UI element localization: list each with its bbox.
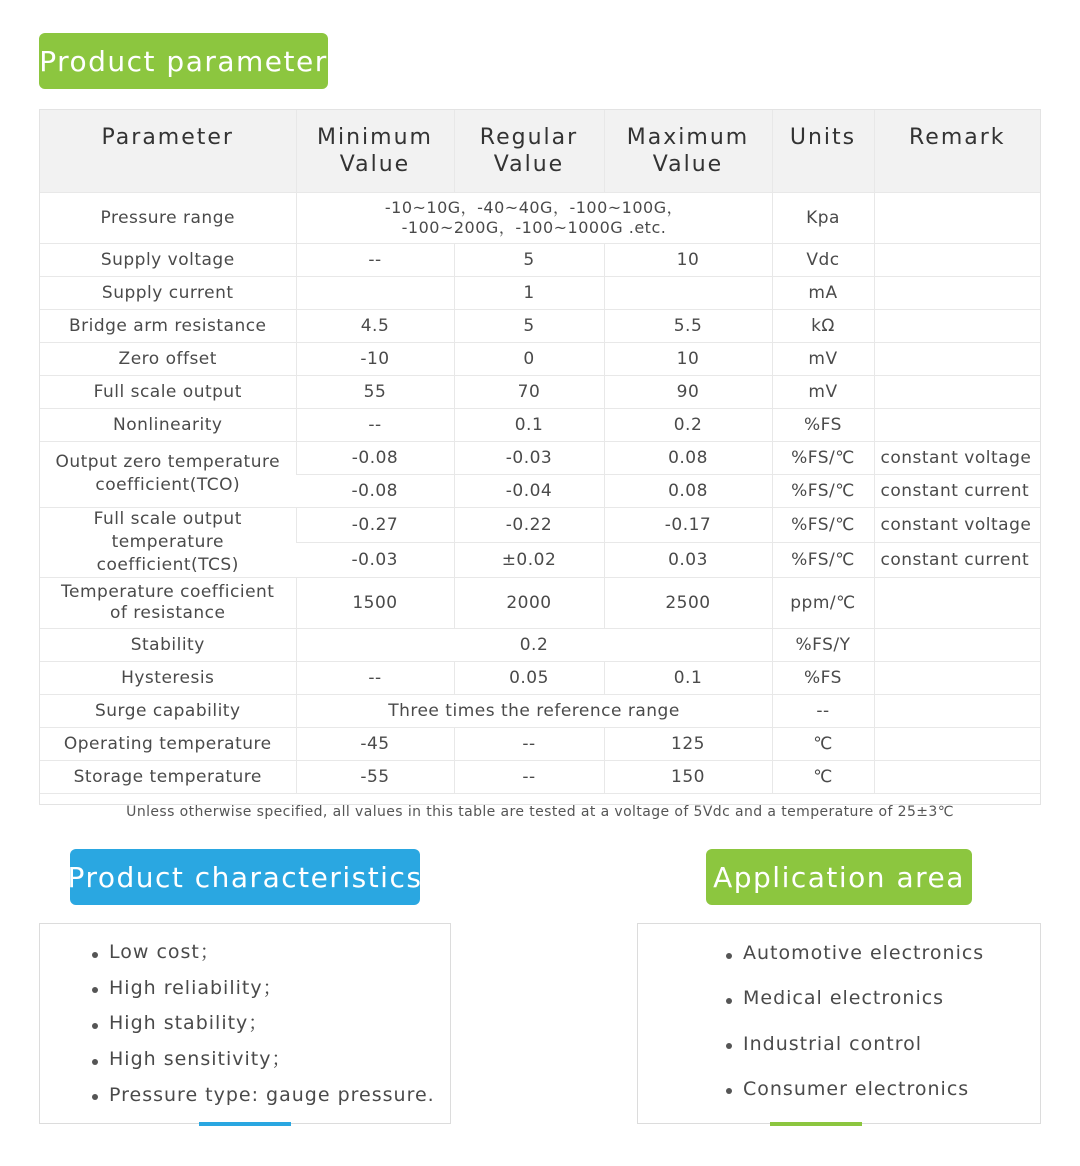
table-row-tcs-voltage (40, 507, 1040, 542)
bullet-icon (726, 1043, 732, 1049)
table-row-stability (40, 628, 1040, 661)
cell-parameter: Bridge arm resistance (40, 309, 296, 342)
cell-parameter: Hysteresis (40, 661, 296, 694)
cell-regular: 0.1 (454, 408, 604, 441)
header-maximum-value: Maximum Value (604, 110, 772, 192)
cell-min: -- (296, 408, 454, 441)
cell-max: 2500 (604, 577, 772, 628)
cell-max: 10 (604, 243, 772, 276)
cell-units: %FS/Y (772, 628, 874, 661)
cell-parameter: Full scale output (40, 375, 296, 408)
cell-remark (874, 243, 1040, 276)
cell-regular: -- (454, 727, 604, 760)
list-item: Consumer electronics (726, 1076, 1040, 1121)
cell-units: %FS (772, 661, 874, 694)
cell-remark (874, 628, 1040, 661)
list-item: Automotive electronics (726, 940, 1040, 985)
table-header-row (40, 110, 1040, 192)
table-row-surge-capability (40, 694, 1040, 727)
cell-units: ℃ (772, 760, 874, 793)
cell-min: -0.08 (296, 441, 454, 474)
cell-regular: 0.05 (454, 661, 604, 694)
product-parameter-title-text: Product parameter (39, 44, 328, 78)
cell-parameter: Supply voltage (40, 243, 296, 276)
cell-min: 1500 (296, 577, 454, 628)
list-item: Medical electronics (726, 985, 1040, 1030)
cell-min: -10 (296, 342, 454, 375)
cell-surge-value: Three times the reference range (296, 694, 772, 727)
cell-units: %FS/℃ (772, 441, 874, 474)
bullet-icon (726, 953, 732, 959)
cell-remark (874, 661, 1040, 694)
cell-parameter: Supply current (40, 276, 296, 309)
cell-remark: constant voltage (874, 507, 1040, 542)
cell-min: -0.27 (296, 507, 454, 542)
list-item: High sensitivity； (92, 1046, 450, 1082)
product-parameter-title (39, 33, 328, 89)
cell-regular: -0.03 (454, 441, 604, 474)
cell-max: 90 (604, 375, 772, 408)
list-item: Industrial control (726, 1031, 1040, 1076)
cell-parameter: Nonlinearity (40, 408, 296, 441)
cell-min: -45 (296, 727, 454, 760)
header-units: Units (772, 110, 874, 192)
cell-units: -- (772, 694, 874, 727)
header-minimum-value: Minimum Value (296, 110, 454, 192)
bullet-icon (92, 1094, 98, 1100)
cell-remark (874, 342, 1040, 375)
application-area-title (706, 849, 972, 905)
cell-remark (874, 276, 1040, 309)
bullet-icon (92, 1059, 98, 1065)
table-row-storage-temperature (40, 760, 1040, 793)
cell-remark (874, 408, 1040, 441)
cell-units: ℃ (772, 727, 874, 760)
cell-parameter: Stability (40, 628, 296, 661)
bullet-icon (726, 1088, 732, 1094)
cell-min: -- (296, 243, 454, 276)
table-row-pressure-range (40, 192, 1040, 243)
cell-units: kΩ (772, 309, 874, 342)
table-row-zero-offset (40, 342, 1040, 375)
table-row-temp-coeff-resistance (40, 577, 1040, 628)
cell-units: %FS/℃ (772, 542, 874, 577)
cell-min: 4.5 (296, 309, 454, 342)
cell-max: -0.17 (604, 507, 772, 542)
cell-units: %FS/℃ (772, 474, 874, 507)
bullet-icon (92, 987, 98, 993)
cell-units: Vdc (772, 243, 874, 276)
parameter-table (40, 110, 1040, 831)
cell-units: %FS/℃ (772, 507, 874, 542)
cell-parameter: Pressure range (40, 192, 296, 243)
cell-remark (874, 375, 1040, 408)
list-item: High stability； (92, 1010, 450, 1046)
cell-max: 150 (604, 760, 772, 793)
table-row-full-scale-output (40, 375, 1040, 408)
cell-max: 0.08 (604, 474, 772, 507)
cell-units: Kpa (772, 192, 874, 243)
header-remark: Remark (874, 110, 1040, 192)
table-row-operating-temperature (40, 727, 1040, 760)
cell-regular: 0 (454, 342, 604, 375)
table-row-tco-voltage (40, 441, 1040, 474)
cell-parameter: Operating temperature (40, 727, 296, 760)
cell-max: 5.5 (604, 309, 772, 342)
cell-max: 10 (604, 342, 772, 375)
cell-min: -55 (296, 760, 454, 793)
cell-remark (874, 309, 1040, 342)
cell-min: -0.03 (296, 542, 454, 577)
cell-remark: constant current (874, 474, 1040, 507)
table-row-note (40, 793, 1040, 831)
product-characteristics-title-text: Product characteristics (67, 860, 423, 894)
table-row-supply-voltage (40, 243, 1040, 276)
cell-regular: -- (454, 760, 604, 793)
list-item: Low cost； (92, 939, 450, 975)
cell-units: mV (772, 342, 874, 375)
cell-min: 55 (296, 375, 454, 408)
product-characteristics-box (39, 923, 451, 1124)
cell-min (296, 276, 454, 309)
cell-parameter: Zero offset (40, 342, 296, 375)
application-area-title-text: Application area (713, 860, 965, 894)
cell-remark: constant voltage (874, 441, 1040, 474)
cell-max: 0.03 (604, 542, 772, 577)
cell-parameter-tcs: Full scale output temperature coefficient(TCS) (40, 507, 296, 577)
cell-parameter: Storage temperature (40, 760, 296, 793)
table-footnote: Unless otherwise specified, all values in this table are tested at a voltage of 5Vdc and a temperature of 25±3℃ (40, 793, 1040, 831)
cell-parameter: Surge capability (40, 694, 296, 727)
cell-max: 0.08 (604, 441, 772, 474)
application-list (638, 924, 1040, 1121)
cell-max: 0.2 (604, 408, 772, 441)
table-row-supply-current (40, 276, 1040, 309)
table-row-bridge-arm-resistance (40, 309, 1040, 342)
cell-regular: -0.22 (454, 507, 604, 542)
cell-units: ppm/℃ (772, 577, 874, 628)
parameter-table-container (39, 109, 1041, 820)
bullet-icon (726, 998, 732, 1004)
characteristics-accent-bar (199, 1122, 291, 1126)
cell-units: mA (772, 276, 874, 309)
cell-regular: 1 (454, 276, 604, 309)
header-regular-value: Regular Value (454, 110, 604, 192)
cell-regular: 5 (454, 243, 604, 276)
cell-units: %FS (772, 408, 874, 441)
application-accent-bar (770, 1122, 862, 1126)
table-row-hysteresis (40, 661, 1040, 694)
cell-parameter-tco: Output zero temperature coefficient(TCO) (40, 441, 296, 507)
cell-pressure-range-value: -10~10G，-40~40G，-100~100G， -100~200G，-100~1000G .etc. (296, 192, 772, 243)
table-row-nonlinearity (40, 408, 1040, 441)
application-area-box (637, 923, 1041, 1124)
cell-regular: 5 (454, 309, 604, 342)
cell-remark (874, 727, 1040, 760)
cell-remark (874, 760, 1040, 793)
cell-units: mV (772, 375, 874, 408)
cell-remark: constant current (874, 542, 1040, 577)
product-characteristics-title (67, 849, 423, 905)
list-item: High reliability； (92, 975, 450, 1011)
bullet-icon (92, 952, 98, 958)
characteristics-list (40, 924, 450, 1117)
cell-min: -- (296, 661, 454, 694)
cell-max: 0.1 (604, 661, 772, 694)
cell-regular: -0.04 (454, 474, 604, 507)
header-parameter: Parameter (40, 110, 296, 192)
cell-regular: ±0.02 (454, 542, 604, 577)
cell-stability-value: 0.2 (296, 628, 772, 661)
cell-min: -0.08 (296, 474, 454, 507)
cell-remark (874, 192, 1040, 243)
cell-remark (874, 577, 1040, 628)
cell-max (604, 276, 772, 309)
cell-regular: 2000 (454, 577, 604, 628)
cell-parameter: Temperature coefficient of resistance (40, 577, 296, 628)
cell-max: 125 (604, 727, 772, 760)
bullet-icon (92, 1023, 98, 1029)
cell-remark (874, 694, 1040, 727)
list-item: Pressure type: gauge pressure. (92, 1082, 450, 1118)
cell-regular: 70 (454, 375, 604, 408)
